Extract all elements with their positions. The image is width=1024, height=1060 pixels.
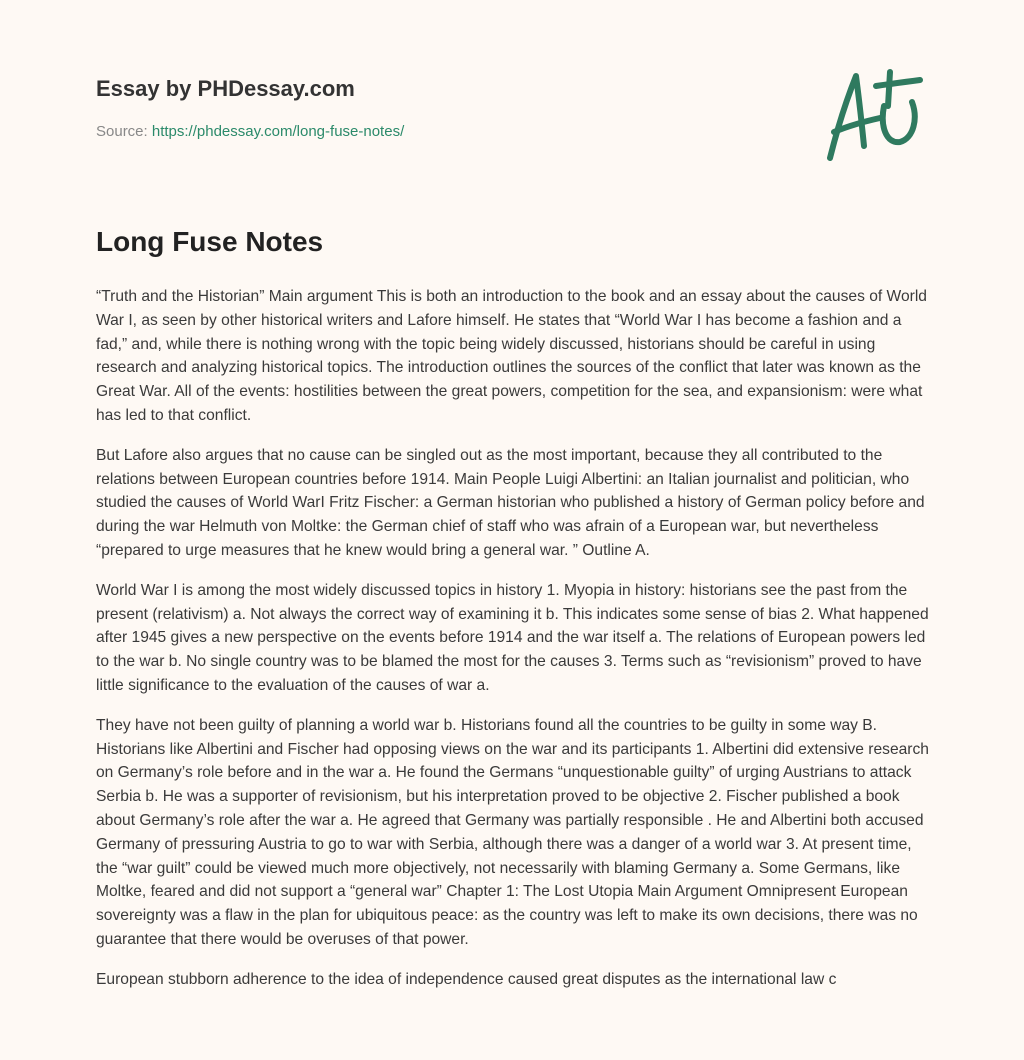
paragraph: But Lafore also argues that no cause can be singled out as the most important, because they all contributed to the relations between European countries before 1914. Main People Luigi Albertini: an Italian journalist and politician, who studied the causes of World WarI Fritz Fischer: a German historian who published a history of German policy before and during the war Helmuth von Moltke: the German chief of staff who was afrain of a European war, but nevertheless “prepared to urge measures that he knew would bring a general war. ” Outline A. xyxy=(96,446,925,559)
paragraph: “Truth and the Historian” Main argument This is both an introduction to the book and an essay about the causes of World War I, as seen by other historical writers and Lafore himself. He states that “World War I has become a fashion and a fad,” and, while there is nothing wrong with the topic being widely discussed, historians should be careful in using research and analyzing historical topics. The introduction outlines the sources of the conflict that later was known as the Great War. All of the events: hostilities between the great powers, competition for the sea, and expansionism: were what has led to that conflict. xyxy=(96,288,927,424)
essay-body xyxy=(96,285,932,1008)
a-plus-logo-icon xyxy=(820,66,930,166)
source-line xyxy=(96,123,404,140)
paragraph: World War I is among the most widely discussed topics in history 1. Myopia in history: historians see the past from the present (relativism) a. Not always the correct way of examining it b. This indicates some sense of bias 2. What happened after 1945 gives a new perspective on the events before 1914 and the war itself a. The relations of European powers led to the war b. No single country was to be blamed the most for the causes 3. Terms such as “revisionism” proved to have little significance to the evaluation of the causes of war a. xyxy=(96,581,929,694)
source-link[interactable]: https://phdessay.com/long-fuse-notes/ xyxy=(151,123,405,140)
essay-title: Long Fuse Notes xyxy=(96,226,324,257)
paragraph: European stubborn adherence to the idea of independence caused great disputes as the international law c xyxy=(96,970,837,988)
brand-title: Essay by PHDessay.com xyxy=(96,76,355,101)
paragraph: They have not been guilty of planning a world war b. Historians found all the countries to be guilty in some way B. Historians like Albertini and Fischer had opposing views on the war and its participants 1. Albertini did extensive research on Germany’s role before and in the war a. He found the Germans “unquestionable guilty” of urging Austrians to attack Serbia b. He was a supporter of revisionism, but his interpretation proved to be objective 2. Fischer published a book about Germany’s role after the war a. He agreed that Germany was partially responsible . He and Albertini both accused Germany of pressuring Austria to go to war with Serbia, although there was a danger of a world war 3. At present time, the “war guilt” could be viewed much more objectively, not necessarily with blaming Germany a. Some Germans, like Moltke, feared and did not support a “general war” Chapter 1: The Lost Utopia Main Argument Omnipresent European sovereignty was a flaw in the plan for ubiquitous peace: as the country was left to make its own decisions, there was no guarantee that there would be overuses of that power. xyxy=(96,716,929,948)
page-header xyxy=(0,0,1024,200)
source-label: Source: xyxy=(96,123,148,140)
